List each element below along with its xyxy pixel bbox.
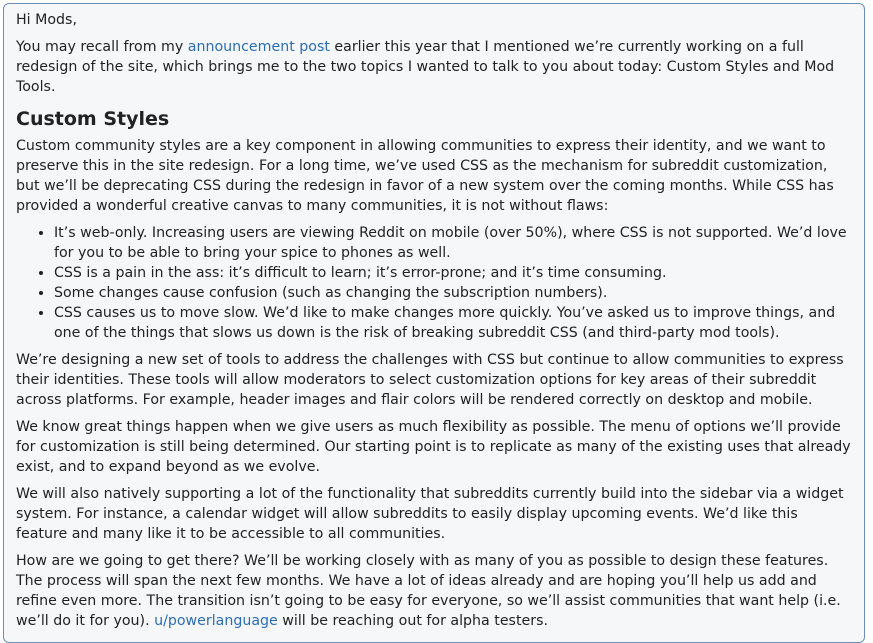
- greeting: Hi Mods,: [16, 12, 77, 28]
- paragraph-process: [16, 551, 852, 631]
- list-item: • CSS causes us to move slow. We’d like to make changes more quickly. You’ve asked us to improve things, and one of the things that slows us down is the risk of breaking subreddit CSS (and third-party mod tools).: [54, 303, 852, 343]
- list-item: • Some changes cause confusion (such as changing the subscription numbers).: [54, 283, 852, 303]
- section-heading: Custom Styles: [16, 108, 170, 130]
- paragraph-flexibility: We know great things happen when we give users as much flexibility as possible. The menu of options we’ll provide for customization is still being determined. Our starting point is to replicate as many of the existing uses that already exist, and to expand beyond as we evolve.: [16, 419, 851, 475]
- process-text-before: How are we going to get there? We’ll be working closely with as many of you as possible to design these features. The process will span the next few months. We have a lot of ideas already and are hoping you’ll help us add and refine even more. The transition isn’t going to be easy for everyone, so we’ll assist communities that want help (i.e. we’ll do it for you).: [16, 553, 841, 629]
- intro-text-before: You may recall from my: [16, 39, 188, 55]
- post-body: [3, 3, 865, 643]
- announcement-post-link[interactable]: announcement post: [187, 39, 330, 55]
- css-flaws-list: [16, 223, 852, 343]
- user-powerlanguage-link[interactable]: u/powerlanguage: [154, 613, 278, 629]
- intro-paragraph: [16, 37, 852, 97]
- list-item: • It’s web-only. Increasing users are viewing Reddit on mobile (over 50%), where CSS is not supported. We’d love for you to be able to bring your spice to phones as well.: [54, 223, 852, 263]
- list-item: • CSS is a pain in the ass: it’s difficult to learn; it’s error-prone; and it’s time consuming.: [54, 263, 852, 283]
- intro-text-after: earlier this year that I mentioned we’re currently working on a full redesign of the site, which brings me to the two topics I wanted to talk to you about today: Custom Styles and Mod Tools.: [16, 39, 835, 95]
- paragraph-new-tools: We’re designing a new set of tools to address the challenges with CSS but continue to allow communities to express their identities. These tools will allow moderators to select customization options for key areas of their subreddit across platforms. For example, header images and flair colors will be rendered correctly on desktop and mobile.: [16, 352, 844, 408]
- paragraph-widgets: We will also natively supporting a lot of the functionality that subreddits currently build into the sidebar via a widget system. For instance, a calendar widget will allow subreddits to easily display upcoming events. We’d like this feature and many like it to be accessible to all communities.: [16, 486, 844, 542]
- process-text-after: will be reaching out for alpha testers.: [277, 613, 548, 629]
- paragraph-css-intro: Custom community styles are a key component in allowing communities to express their identity, and we want to preserve this in the site redesign. For a long time, we’ve used CSS as the mechanism for subreddit customization, but we’ll be deprecating CSS during the redesign in favor of a new system over the coming months. While CSS has provided a wonderful creative canvas to many communities, it is not without flaws:: [16, 138, 834, 214]
